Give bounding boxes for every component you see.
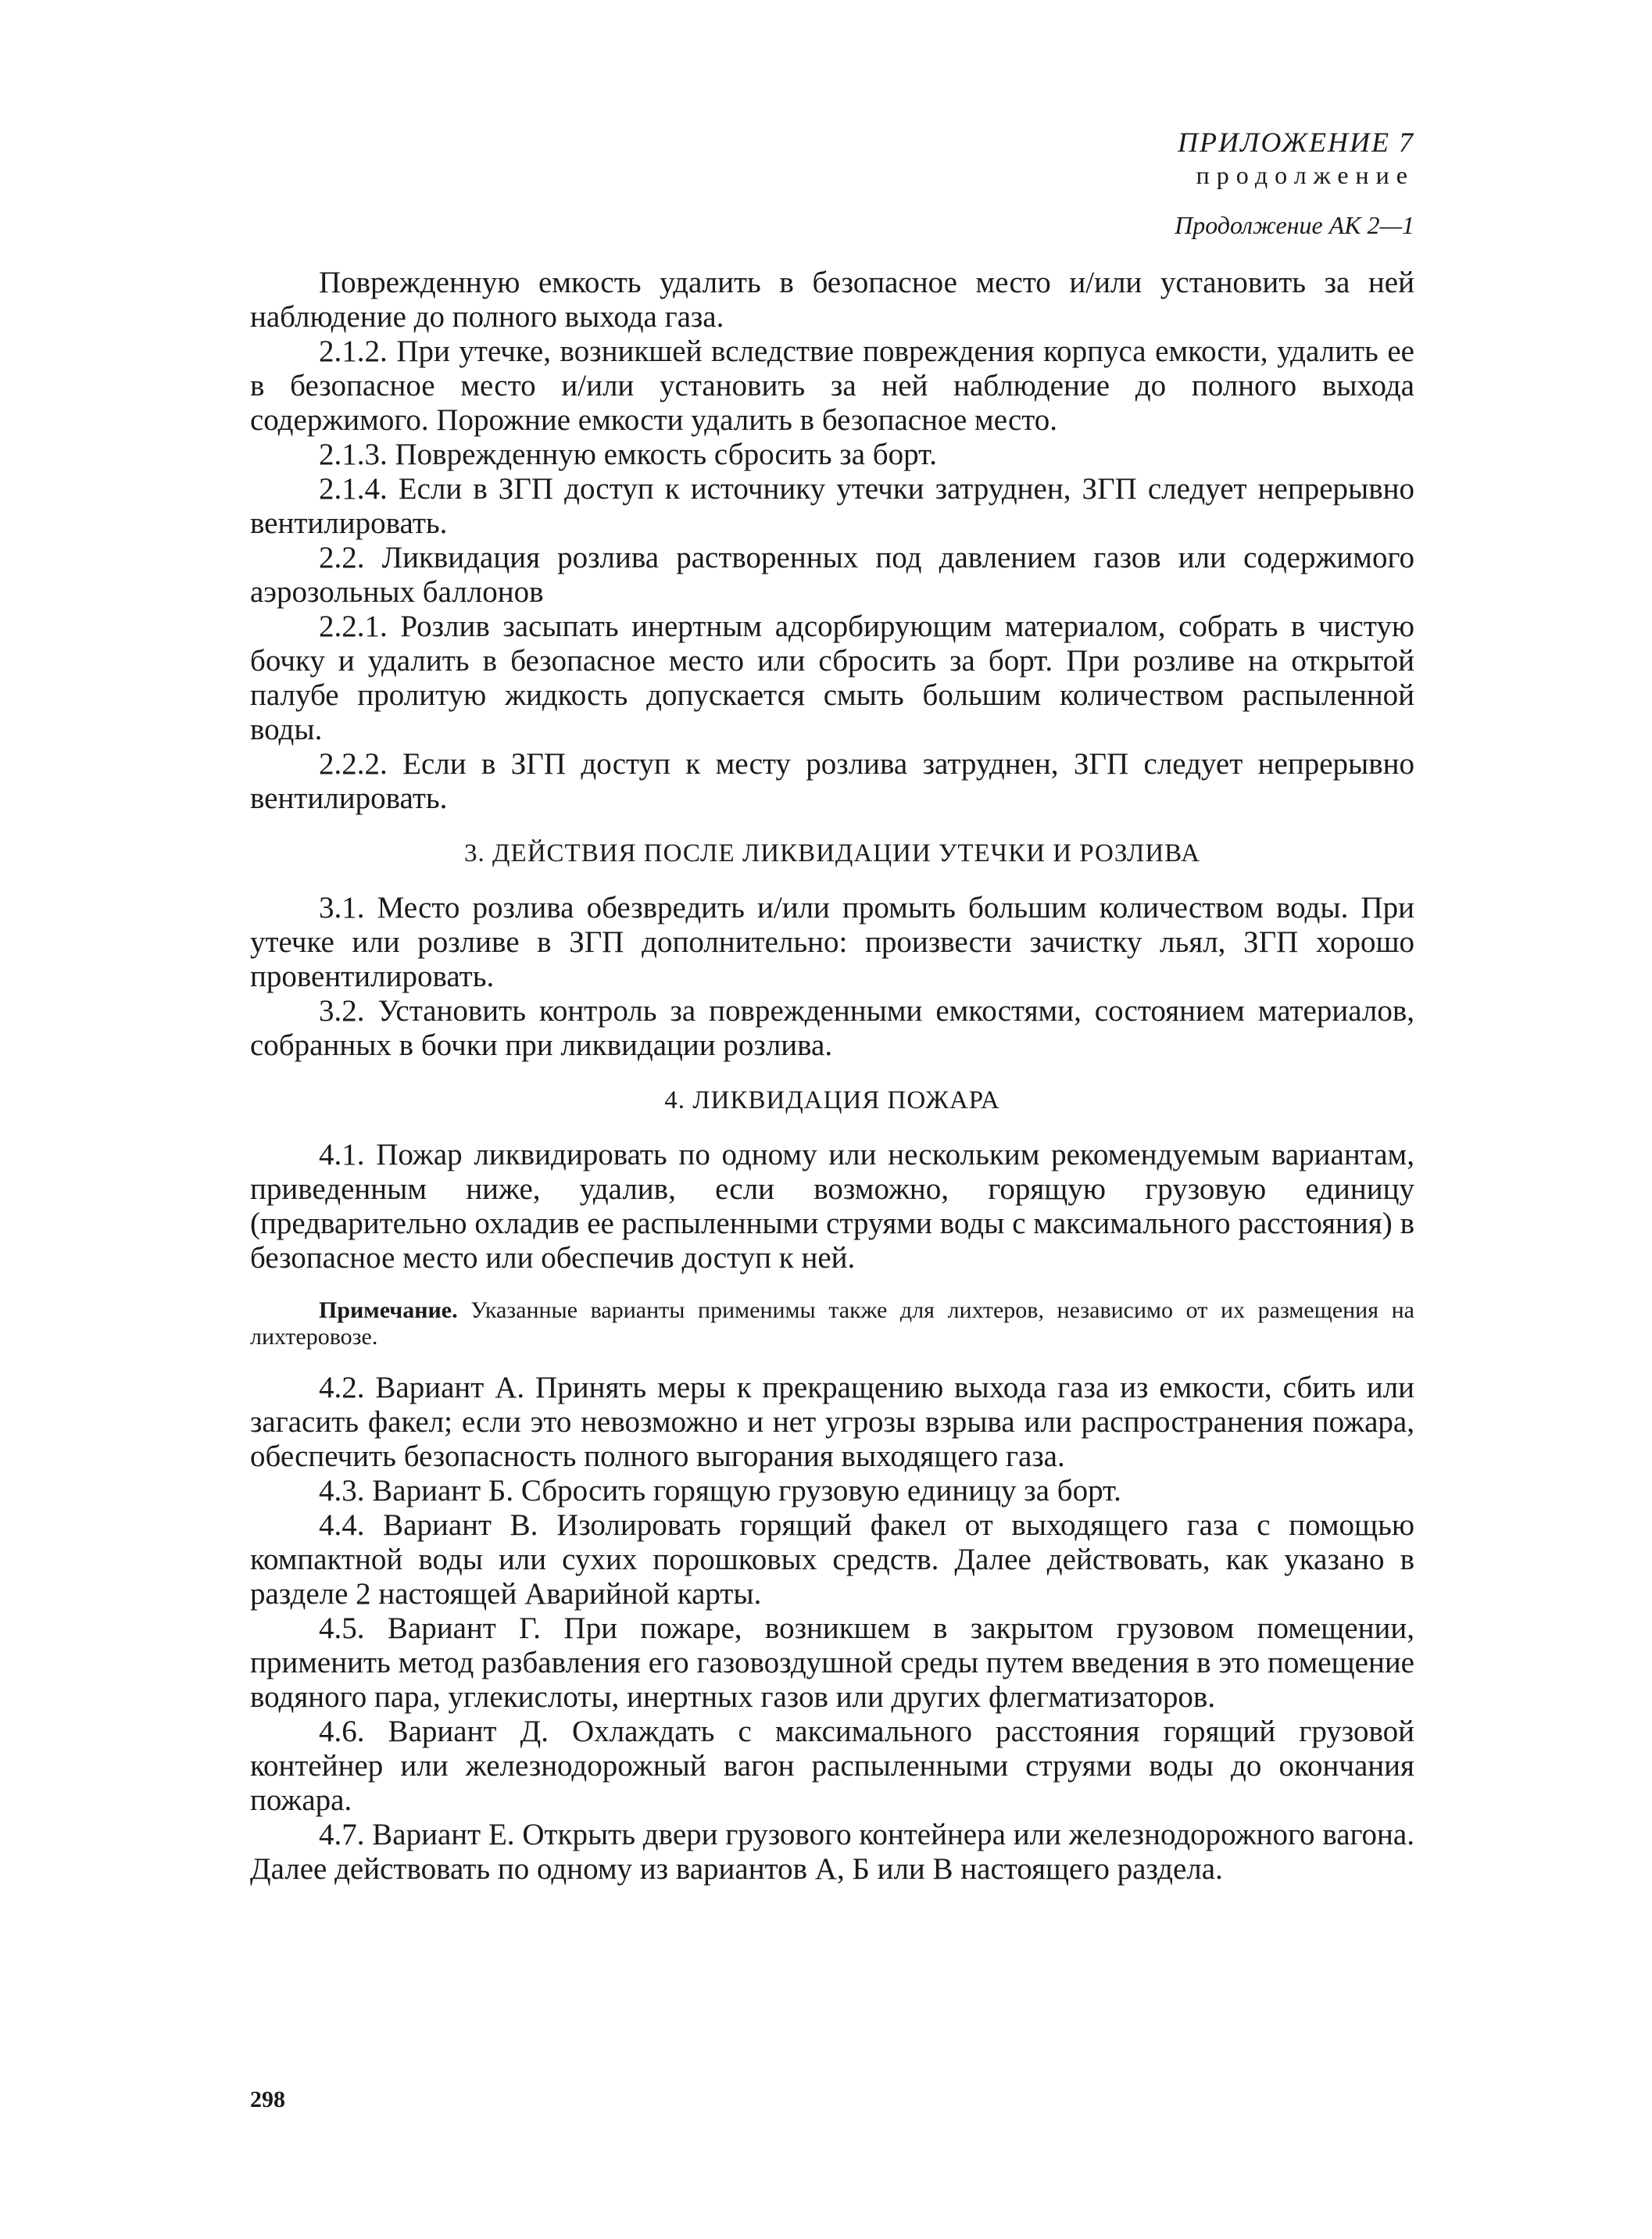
note-text: Указанные варианты применимы также для лихтеров, независимо от их размещения на лихтеровозе. <box>250 1297 1414 1350</box>
paragraph: 4.6. Вариант Д. Охлаждать с максимального расстояния горящий грузовой контейнер или железнодорожный вагон распыленными струями воды до окончания пожара. <box>250 1715 1414 1817</box>
document-body <box>250 266 1414 1887</box>
paragraph: 2.2.2. Если в ЗГП доступ к месту розлива затруднен, ЗГП следует непрерывно вентилировать. <box>250 747 1414 815</box>
note <box>250 1297 1414 1350</box>
paragraph: 3.2. Установить контроль за поврежденными емкостями, состоянием материалов, собранных в бочки при ликвидации розлива. <box>250 994 1414 1062</box>
card-continuation-label: Продолжение АК 2—1 <box>1175 211 1414 239</box>
paragraph: 4.3. Вариант Б. Сбросить горящую грузовую единицу за борт. <box>319 1474 1121 1508</box>
appendix-title: ПРИЛОЖЕНИЕ 7 <box>1178 127 1414 158</box>
paragraph: 4.5. Вариант Г. При пожаре, возникшем в закрытом грузовом помещении, применить метод разбавления его газовоздушной среды путем введения в это помещение водяного пара, углекислоты, инертных газов или других флегматизаторов. <box>250 1611 1414 1714</box>
section-3-title: 3. ДЕЙСТВИЯ ПОСЛЕ ЛИКВИДАЦИИ УТЕЧКИ И РОЗЛИВА <box>464 839 1200 867</box>
page-header <box>250 125 1414 242</box>
paragraph: Поврежденную емкость удалить в безопасное место и/или установить за ней наблюдение до полного выхода газа. <box>250 266 1414 334</box>
page-number: 298 <box>250 2087 285 2112</box>
section-4-title: 4. ЛИКВИДАЦИЯ ПОЖАРА <box>664 1086 1000 1114</box>
document-page <box>250 125 1414 1887</box>
paragraph: 3.1. Место розлива обезвредить и/или промыть большим количеством воды. При утечке или розливе в ЗГП дополнительно: произвести зачистку льял, ЗГП хорошо провентилировать. <box>250 891 1414 993</box>
paragraph: 4.7. Вариант Е. Открыть двери грузового контейнера или железнодорожного вагона. Далее действовать по одному из вариантов А, Б или В настоящего раздела. <box>250 1818 1414 1886</box>
paragraph: 4.1. Пожар ликвидировать по одному или нескольким рекомендуемым вариантам, приведенным ниже, удалив, если возможно, горящую грузовую единицу (предварительно охладив ее распыленными струями воды с максимального расстояния) в безопасное место или обеспечив доступ к ней. <box>250 1138 1414 1275</box>
continuation-label: продолжение <box>1196 161 1414 189</box>
note-label: Примечание. <box>319 1297 458 1323</box>
paragraph: 2.1.3. Поврежденную емкость сбросить за борт. <box>319 438 937 471</box>
paragraph: 2.1.4. Если в ЗГП доступ к источнику утечки затруднен, ЗГП следует непрерывно вентилировать. <box>250 472 1414 540</box>
paragraph: 2.2. Ликвидация розлива растворенных под давлением газов или содержимого аэрозольных баллонов <box>250 541 1414 609</box>
paragraph: 4.4. Вариант В. Изолировать горящий факел от выходящего газа с помощью компактной воды или сухих порошковых средств. Далее действовать, как указано в разделе 2 настоящей Аварийной карты. <box>250 1508 1414 1611</box>
paragraph: 2.1.2. При утечке, возникшей вследствие повреждения корпуса емкости, удалить ее в безопасное место и/или установить за ней наблюдение до полного выхода содержимого. Порожние емкости удалить в безопасное место. <box>250 334 1414 437</box>
paragraph: 2.2.1. Розлив засыпать инертным адсорбирующим материалом, собрать в чистую бочку и удалить в безопасное место или сбросить за борт. При розливе на открытой палубе пролитую жидкость допускается смыть большим количеством распыленной воды. <box>250 610 1414 746</box>
paragraph: 4.2. Вариант А. Принять меры к прекращению выхода газа из емкости, сбить или загасить факел; если это невозможно и нет угрозы взрыва или распространения пожара, обеспечить безопасность полного выгорания выходящего газа. <box>250 1371 1414 1473</box>
